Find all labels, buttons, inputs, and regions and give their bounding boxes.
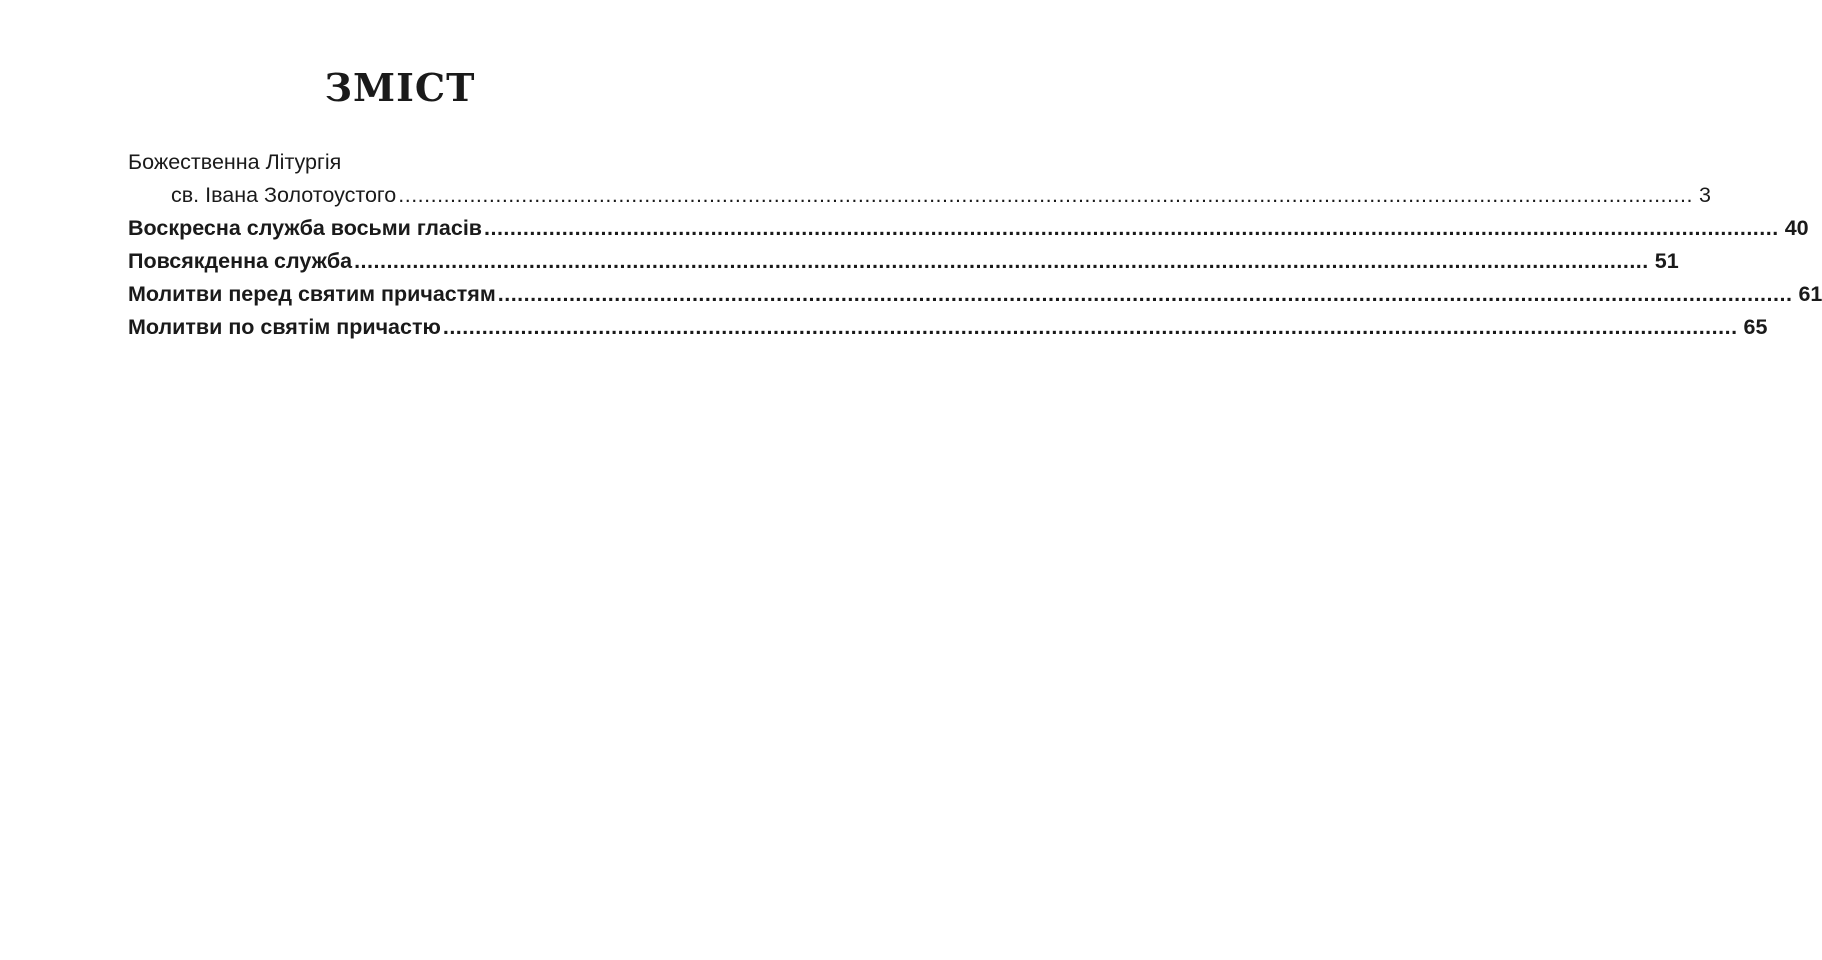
- toc-entry-label: св. Івана Золотоустого: [171, 183, 397, 207]
- toc-entry-label: Воскресна служба восьми гласів: [128, 216, 483, 240]
- toc-leader-dots: ........................................................................................................................................................................................................: [354, 249, 1649, 273]
- toc-leader-dots: ........................................................................................................................................................................................................: [442, 315, 1738, 339]
- toc-entry-label: Молитви перед святим причастям: [128, 282, 496, 306]
- toc-entry-liturgy[interactable]: [128, 146, 1711, 212]
- toc-entry-sunday-service[interactable]: [128, 212, 1809, 245]
- toc-page-number: 51: [1654, 249, 1679, 273]
- toc-leader-dots: ........................................................................................................................................................................................................: [497, 282, 1793, 306]
- toc-page-number: 40: [1784, 216, 1809, 240]
- toc-page-number: 3: [1698, 183, 1711, 207]
- toc-leader-dots: ........................................................................................................................................................................................................: [484, 216, 1779, 240]
- page-title: ЗМІСТ: [324, 65, 476, 110]
- toc-entry-prayers-after-communion[interactable]: [128, 311, 1768, 344]
- toc-page-number: 61: [1798, 282, 1822, 306]
- toc-entry-title-line: Божественна Літургія: [128, 150, 342, 174]
- toc-entry-prayers-before-communion[interactable]: [128, 278, 1822, 311]
- toc-leader-dots: ........................................................................................................................................................................................................: [398, 183, 1693, 207]
- toc-page-number: 65: [1743, 315, 1768, 339]
- toc-entry-label: Молитви по святім причастю: [128, 315, 441, 339]
- table-of-contents: [128, 146, 1822, 344]
- toc-entry-label: Повсякденна служба: [128, 249, 353, 273]
- toc-entry-daily-service[interactable]: [128, 245, 1679, 278]
